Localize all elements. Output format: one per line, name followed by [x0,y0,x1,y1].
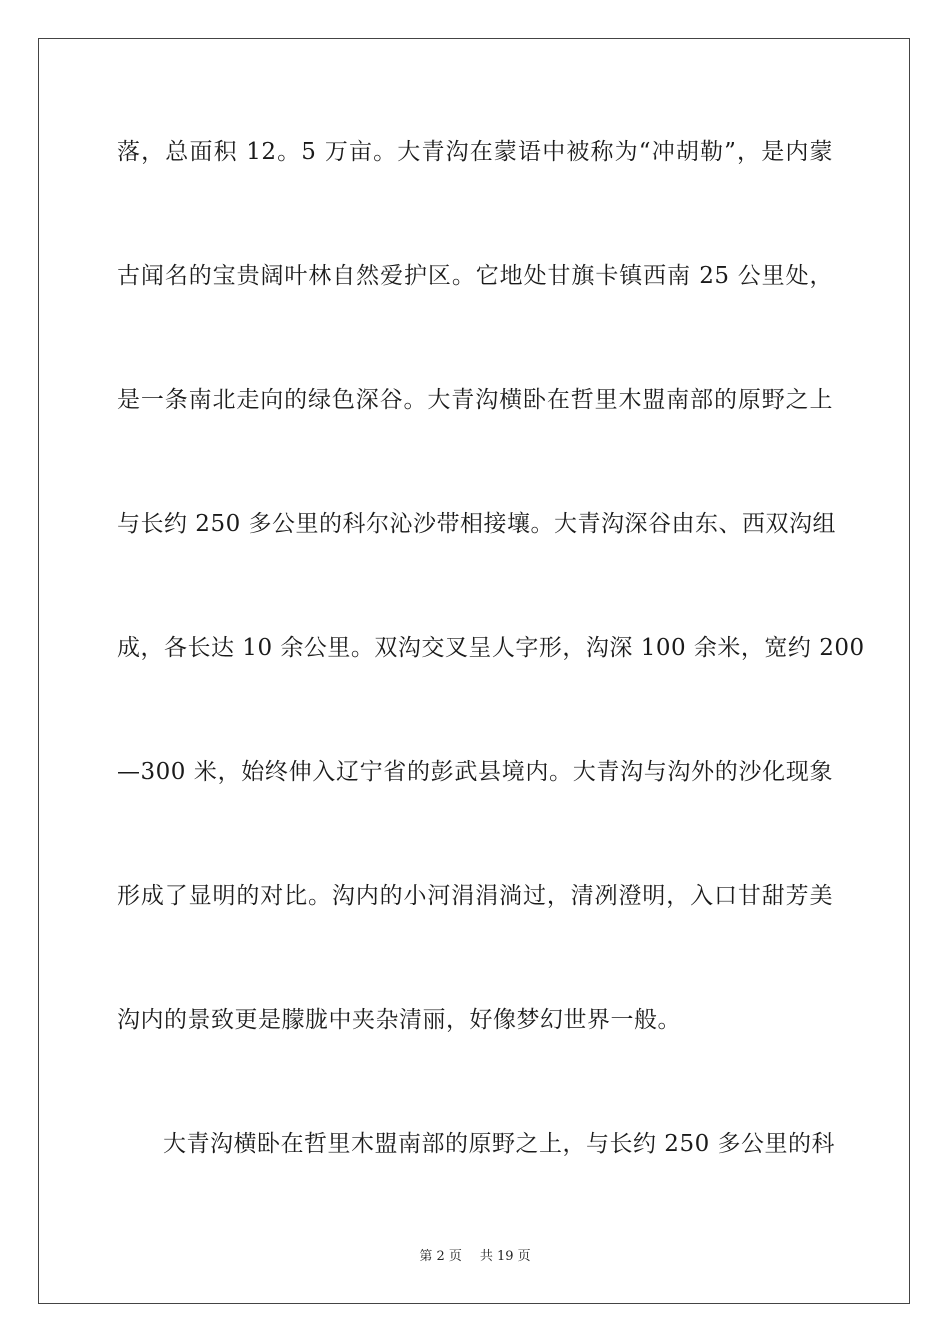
total-pages: 共 19 页 [479,1249,531,1264]
text-line-6: —300 米，始终伸入辽宁省的彭武县境内。大青沟与沟外的沙化现象 [117,759,833,785]
paragraph-first-line: 大青沟横卧在哲里木盟南部的原野之上，与长约 250 多公里的科 [163,1131,836,1157]
text-line-5: 成，各长达 10 余公里。双沟交叉呈人字形，沟深 100 余米，宽约 200 [117,635,865,661]
page-border [38,38,910,1304]
text-line-1: 落，总面积 12。5 万亩。大青沟在蒙语中被称为“冲胡勒”，是内蒙 [117,139,833,165]
text-line-4: 与长约 250 多公里的科尔沁沙带相接壤。大青沟深谷由东、西双沟组 [117,511,837,537]
text-line-8: 沟内的景致更是朦胧中夹杂清丽，好像梦幻世界一般。 [117,1007,681,1033]
page-footer [0,1248,950,1266]
text-line-7: 形成了显明的对比。沟内的小河涓涓淌过，清冽澄明，入口甘甜芳美 [117,883,833,909]
page-number: 第 2 页 [419,1249,462,1264]
text-line-2: 古闻名的宝贵阔叶林自然爱护区。它地处甘旗卡镇西南 25 公里处， [117,263,833,289]
text-line-3: 是一条南北走向的绿色深谷。大青沟横卧在哲里木盟南部的原野之上 [117,387,833,413]
